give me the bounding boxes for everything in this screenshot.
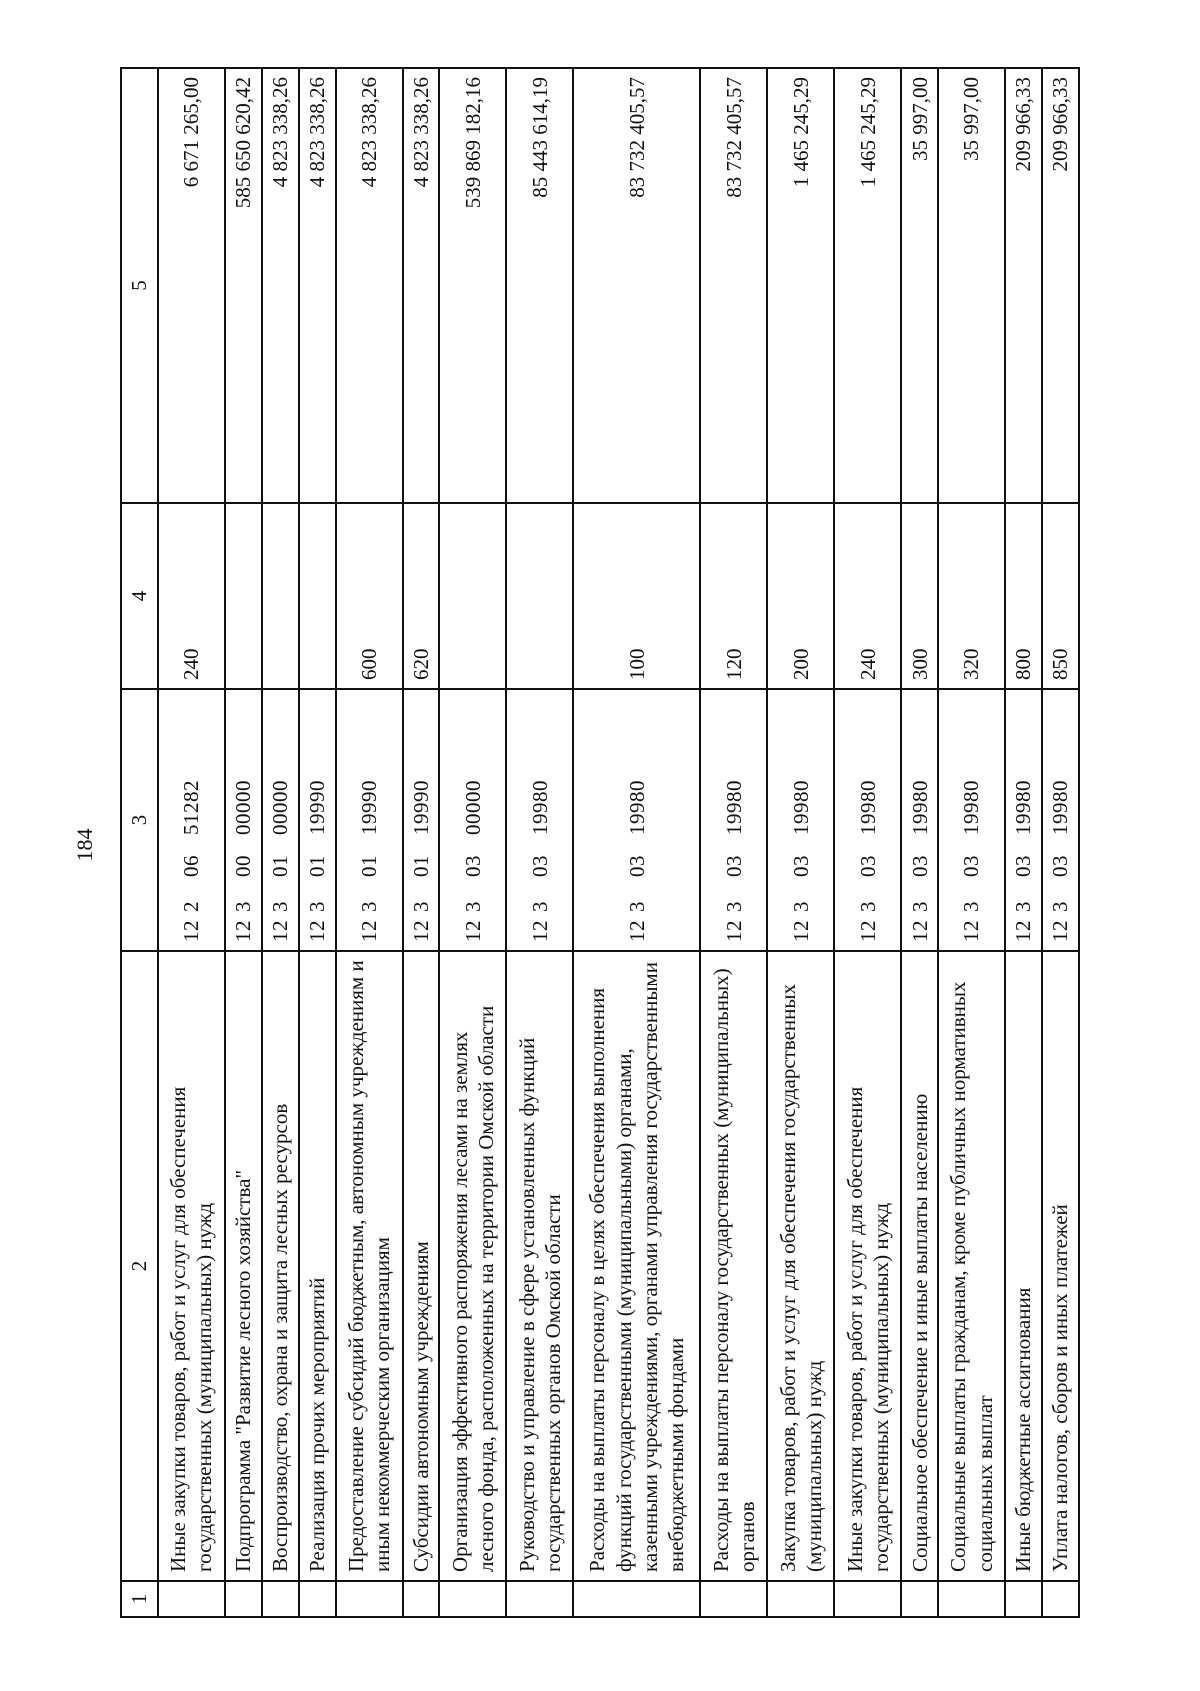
code-direction: 19980 [624,780,649,835]
table-row [225,68,262,1617]
table-row [573,68,700,1617]
row-code [439,689,506,951]
row-name: Субсидии автономным учреждениям [403,951,440,1581]
header-col1: 1 [121,1581,158,1617]
row-expense-type: 120 [700,503,767,689]
code-subprogram: 3 [408,901,433,912]
row-amount: 6 671 265,00 [158,68,225,503]
row-number-cell [158,1581,225,1617]
header-col2: 2 [121,951,158,1581]
code-subprogram: 3 [527,901,552,912]
row-number-cell [506,1581,573,1617]
code-direction: 19980 [1011,780,1036,835]
page-number: 184 [72,828,97,862]
row-number-cell [767,1581,834,1617]
code-measure: 01 [305,855,329,877]
row-code [767,689,834,951]
row-code [336,689,403,951]
code-measure: 06 [179,855,204,877]
row-name: Предоставление субсидий бюджетным, автономным учреждениям и иным некоммерческим организациям [336,951,403,1581]
code-subprogram: 2 [179,901,204,912]
code-measure: 03 [855,855,880,877]
row-amount: 83 732 405,57 [573,68,700,503]
code-direction: 19990 [305,780,329,835]
row-number-cell [299,1581,336,1617]
code-direction: 00000 [460,780,485,835]
row-amount: 1 465 245,29 [834,68,901,503]
table-row [299,68,336,1617]
code-program: 12 [268,920,293,942]
code-program: 12 [408,920,433,942]
row-name: Социальные выплаты гражданам, кроме публичных нормативных социальных выплат [938,951,1005,1581]
row-expense-type [506,503,573,689]
code-direction: 19980 [855,780,880,835]
code-subprogram: 3 [356,901,381,912]
code-subprogram: 3 [855,901,880,912]
table-row [767,68,834,1617]
code-measure: 03 [721,855,746,877]
table-row [938,68,1005,1617]
row-name: Иные бюджетные ассигнования [1005,951,1042,1581]
row-name: Социальное обеспечение и иные выплаты населению [901,951,938,1581]
row-code [299,689,336,951]
row-amount: 4 823 338,26 [336,68,403,503]
table-row [700,68,767,1617]
row-amount: 4 823 338,26 [403,68,440,503]
row-name: Иные закупки товаров, работ и услуг для обеспечения государственных (муниципальных) нужд [834,951,901,1581]
code-measure: 03 [907,855,932,877]
row-number-cell [938,1581,1005,1617]
code-subprogram: 3 [907,901,932,912]
code-program: 12 [527,920,552,942]
code-direction: 19990 [408,780,433,835]
row-amount: 35 997,00 [901,68,938,503]
code-direction: 19980 [1048,780,1073,835]
row-amount: 585 650 620,42 [225,68,262,503]
code-program: 12 [907,920,932,942]
code-direction: 19980 [721,780,746,835]
row-name: Иные закупки товаров, работ и услуг для обеспечения государственных (муниципальных) нужд [158,951,225,1581]
row-code [1005,689,1042,951]
code-program: 12 [356,920,381,942]
code-subprogram: 3 [305,901,329,912]
row-code [225,689,262,951]
row-amount: 35 997,00 [938,68,1005,503]
row-amount: 1 465 245,29 [767,68,834,503]
row-name: Уплата налогов, сборов и иных платежей [1042,951,1079,1581]
row-expense-type: 200 [767,503,834,689]
row-number-cell [336,1581,403,1617]
header-col3: 3 [121,689,158,951]
row-expense-type: 600 [336,503,403,689]
table-row [158,68,225,1617]
table-row [901,68,938,1617]
code-program: 12 [460,920,485,942]
row-code [1042,689,1079,951]
row-amount: 539 869 182,16 [439,68,506,503]
code-program: 12 [721,920,746,942]
row-number-cell [262,1581,299,1617]
code-subprogram: 3 [1011,901,1036,912]
code-subprogram: 3 [624,901,649,912]
row-expense-type: 620 [403,503,440,689]
row-number-cell [834,1581,901,1617]
row-code [158,689,225,951]
table-row [439,68,506,1617]
row-expense-type: 320 [938,503,1005,689]
code-subprogram: 3 [959,901,984,912]
row-expense-type [299,503,336,689]
row-name: Организация эффективного распоряжения лесами на землях лесного фонда, расположенных на территории Омской области [439,951,506,1581]
header-col4: 4 [121,503,158,689]
row-expense-type [262,503,299,689]
code-program: 12 [1011,920,1036,942]
row-number-cell [439,1581,506,1617]
code-measure: 03 [1011,855,1036,877]
code-direction: 00000 [231,780,256,835]
table-row [1042,68,1079,1617]
code-measure: 01 [356,855,381,877]
row-expense-type: 100 [573,503,700,689]
code-measure: 03 [624,855,649,877]
table-row [336,68,403,1617]
row-number-cell [1005,1581,1042,1617]
code-subprogram: 3 [460,901,485,912]
code-measure: 03 [788,855,813,877]
code-measure: 03 [460,855,485,877]
code-program: 12 [231,920,256,942]
row-code [573,689,700,951]
code-subprogram: 3 [1048,901,1073,912]
row-code [901,689,938,951]
row-amount: 209 966,33 [1042,68,1079,503]
row-amount: 4 823 338,26 [262,68,299,503]
code-direction: 19990 [356,780,381,835]
budget-table-rotated [120,69,1080,1618]
code-direction: 19980 [527,780,552,835]
code-program: 12 [1048,920,1073,942]
code-direction: 19980 [788,780,813,835]
row-number-cell [901,1581,938,1617]
row-name: Расходы на выплаты персоналу государственных (муниципальных) органов [700,951,767,1581]
row-expense-type: 800 [1005,503,1042,689]
code-measure: 03 [959,855,984,877]
row-amount: 83 732 405,57 [700,68,767,503]
table-row [834,68,901,1617]
code-program: 12 [624,920,649,942]
row-name: Воспроизводство, охрана и защита лесных ресурсов [262,951,299,1581]
row-amount: 85 443 614,19 [506,68,573,503]
row-code [506,689,573,951]
code-subprogram: 3 [721,901,746,912]
row-number-cell [403,1581,440,1617]
code-direction: 00000 [268,780,293,835]
header-row [121,68,158,1617]
code-program: 12 [788,920,813,942]
code-measure: 03 [527,855,552,877]
code-direction: 19980 [907,780,932,835]
row-code [403,689,440,951]
code-program: 12 [959,920,984,942]
row-number-cell [225,1581,262,1617]
header-col5: 5 [121,68,158,503]
row-name: Реализация прочих мероприятий [299,951,336,1581]
row-expense-type [225,503,262,689]
table-row [262,68,299,1617]
table-row [506,68,573,1617]
code-subprogram: 3 [268,901,293,912]
row-name: Расходы на выплаты персоналу в целях обеспечения выполнения функций государственными (муниципальными) органами, казенными учреждениями, органами управления государственными внебюджетными фондами [573,951,700,1581]
code-measure: 03 [1048,855,1073,877]
row-number-cell [700,1581,767,1617]
table-row [1005,68,1042,1617]
code-program: 12 [179,920,204,942]
code-direction: 51282 [179,780,204,835]
row-number-cell [1042,1581,1079,1617]
code-measure: 01 [408,855,433,877]
code-measure: 00 [231,855,256,877]
table-row [403,68,440,1617]
code-subprogram: 3 [231,901,256,912]
row-code [938,689,1005,951]
row-expense-type [439,503,506,689]
code-program: 12 [855,920,880,942]
code-measure: 01 [268,855,293,877]
code-direction: 19980 [959,780,984,835]
row-expense-type: 240 [834,503,901,689]
row-amount: 4 823 338,26 [299,68,336,503]
row-amount: 209 966,33 [1005,68,1042,503]
row-number-cell [573,1581,700,1617]
row-expense-type: 240 [158,503,225,689]
row-name: Подпрограмма "Развитие лесного хозяйства" [225,951,262,1581]
row-expense-type: 850 [1042,503,1079,689]
budget-table [120,67,1080,1618]
row-expense-type: 300 [901,503,938,689]
row-name: Руководство и управление в сфере установленных функций государственных органов Омской области [506,951,573,1581]
row-code [262,689,299,951]
row-code [834,689,901,951]
row-name: Закупка товаров, работ и услуг для обеспечения государственных (муниципальных) нужд [767,951,834,1581]
code-program: 12 [305,920,329,942]
row-code [700,689,767,951]
code-subprogram: 3 [788,901,813,912]
